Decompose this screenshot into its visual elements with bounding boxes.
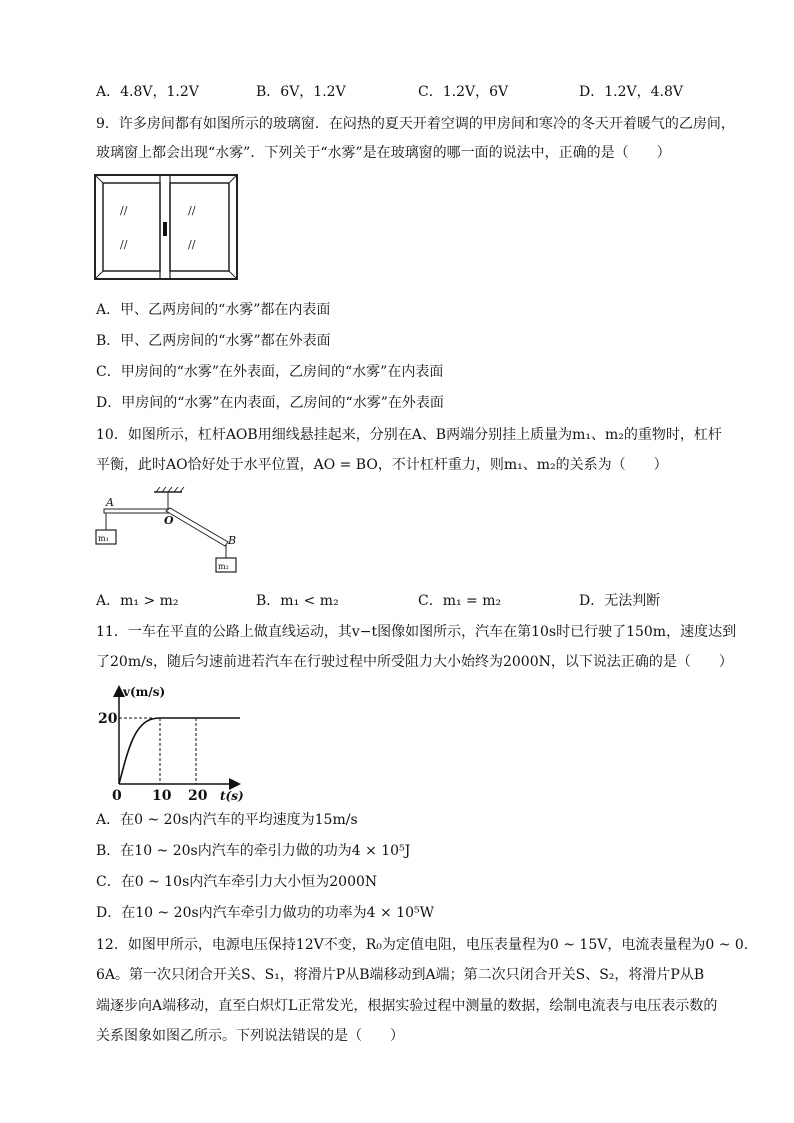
lever-diagram: [92, 484, 242, 580]
q9-option-a: A．甲、乙两房间的“水雾”都在内表面: [96, 302, 331, 318]
x-tick-20: 20: [188, 788, 208, 802]
q9-stem-line2: 玻璃窗上都会出现“水雾”．下列关于“水雾”是在玻璃窗的哪一面的说法中，正确的是（ ）: [96, 145, 671, 161]
q9-option-c: C．甲房间的“水雾”在外表面，乙房间的“水雾”在内表面: [96, 364, 444, 380]
q10-lever-figure: [92, 484, 242, 580]
lever-label-b: B: [228, 534, 237, 547]
q9-window-figure: [92, 172, 242, 284]
q9-option-d: D．甲房间的“水雾”在内表面，乙房间的“水雾”在外表面: [96, 395, 444, 411]
q11-option-a: A．在0 ~ 20s内汽车的平均速度为15m/s: [96, 812, 358, 828]
q10-option-b: B．m₁ < m₂: [256, 593, 339, 609]
q9-stem-line1: 9．许多房间都有如图所示的玻璃窗．在闷热的夏天开着空调的甲房间和寒冷的冬天开着暖气的乙房间，: [96, 116, 735, 132]
y-tick-20: 20: [98, 711, 118, 727]
q12-stem-line3: 端逐步向A端移动，直至白炽灯L正常发光，根据实验过程中测量的数据，绘制电流表与电压表示数的: [96, 998, 718, 1014]
q11-option-d: D．在10 ~ 20s内汽车牵引力做功的功率为4 × 10⁵W: [96, 905, 435, 921]
glass-mark: //: [188, 204, 196, 217]
mass-m1-label: m₁: [98, 534, 109, 543]
x-axis-label: t(s): [220, 789, 244, 802]
glass-mark: //: [120, 238, 128, 251]
q8-option-a: A．4.8V，1.2V: [96, 84, 199, 100]
lever-label-a: A: [106, 496, 114, 509]
q10-option-c: C．m₁ = m₂: [418, 593, 502, 609]
q10-stem-line2: 平衡，此时AO恰好处于水平位置，AO = BO，不计杠杆重力，则m₁、m₂的关系为（ ）: [96, 457, 668, 473]
velocity-curve: [119, 718, 240, 784]
q11-stem-line2: 了20m/s，随后匀速前进若汽车在行驶过程中所受阻力大小始终为2000N，以下说法正确的是（ ）: [96, 654, 733, 670]
window-diagram: [92, 172, 242, 284]
q12-stem-line2: 6A。第一次只闭合开关S、S₁，将滑片P从B端移动到A端；第二次只闭合开关S、S₂，将滑片P从B: [96, 967, 705, 983]
glass-mark: //: [188, 238, 196, 251]
lever-label-o: O: [164, 514, 174, 527]
vt-graph-svg: [92, 680, 252, 802]
q8-option-d: D．1.2V，4.8V: [579, 84, 683, 100]
mass-m2-label: m₂: [218, 562, 229, 571]
q11-stem-line1: 11．一车在平直的公路上做直线运动，其v−t图像如图所示，汽车在第10s时已行驶了150m，速度达到: [96, 624, 737, 640]
q10-stem-line1: 10．如图所示，杠杆AOB用细线悬挂起来，分别在A、B两端分别挂上质量为m₁、m₂的重物时，杠杆: [96, 427, 722, 443]
q12-stem-line4: 关系图象如图乙所示。下列说法错误的是（ ）: [96, 1028, 404, 1044]
q11-vt-graph: [92, 680, 252, 802]
q10-option-d: D．无法判断: [579, 593, 661, 609]
q9-option-b: B．甲、乙两房间的“水雾”都在外表面: [96, 333, 331, 349]
q10-option-a: A．m₁ > m₂: [96, 593, 179, 609]
glass-mark: //: [120, 204, 128, 217]
x-tick-10: 10: [152, 788, 172, 802]
x-tick-0: 0: [112, 788, 122, 802]
y-axis-label: v(m/s): [123, 685, 166, 699]
q8-option-c: C．1.2V，6V: [418, 84, 509, 100]
q11-option-b: B．在10 ~ 20s内汽车的牵引力做的功为4 × 10⁵J: [96, 843, 411, 859]
q12-stem-line1: 12．如图甲所示，电源电压保持12V不变，R₀为定值电阻，电压表量程为0 ~ 15V，电流表量程为0 ~ 0.: [96, 937, 749, 953]
q8-option-b: B．6V，1.2V: [256, 84, 346, 100]
q11-option-c: C．在0 ~ 10s内汽车牵引力大小恒为2000N: [96, 874, 378, 890]
